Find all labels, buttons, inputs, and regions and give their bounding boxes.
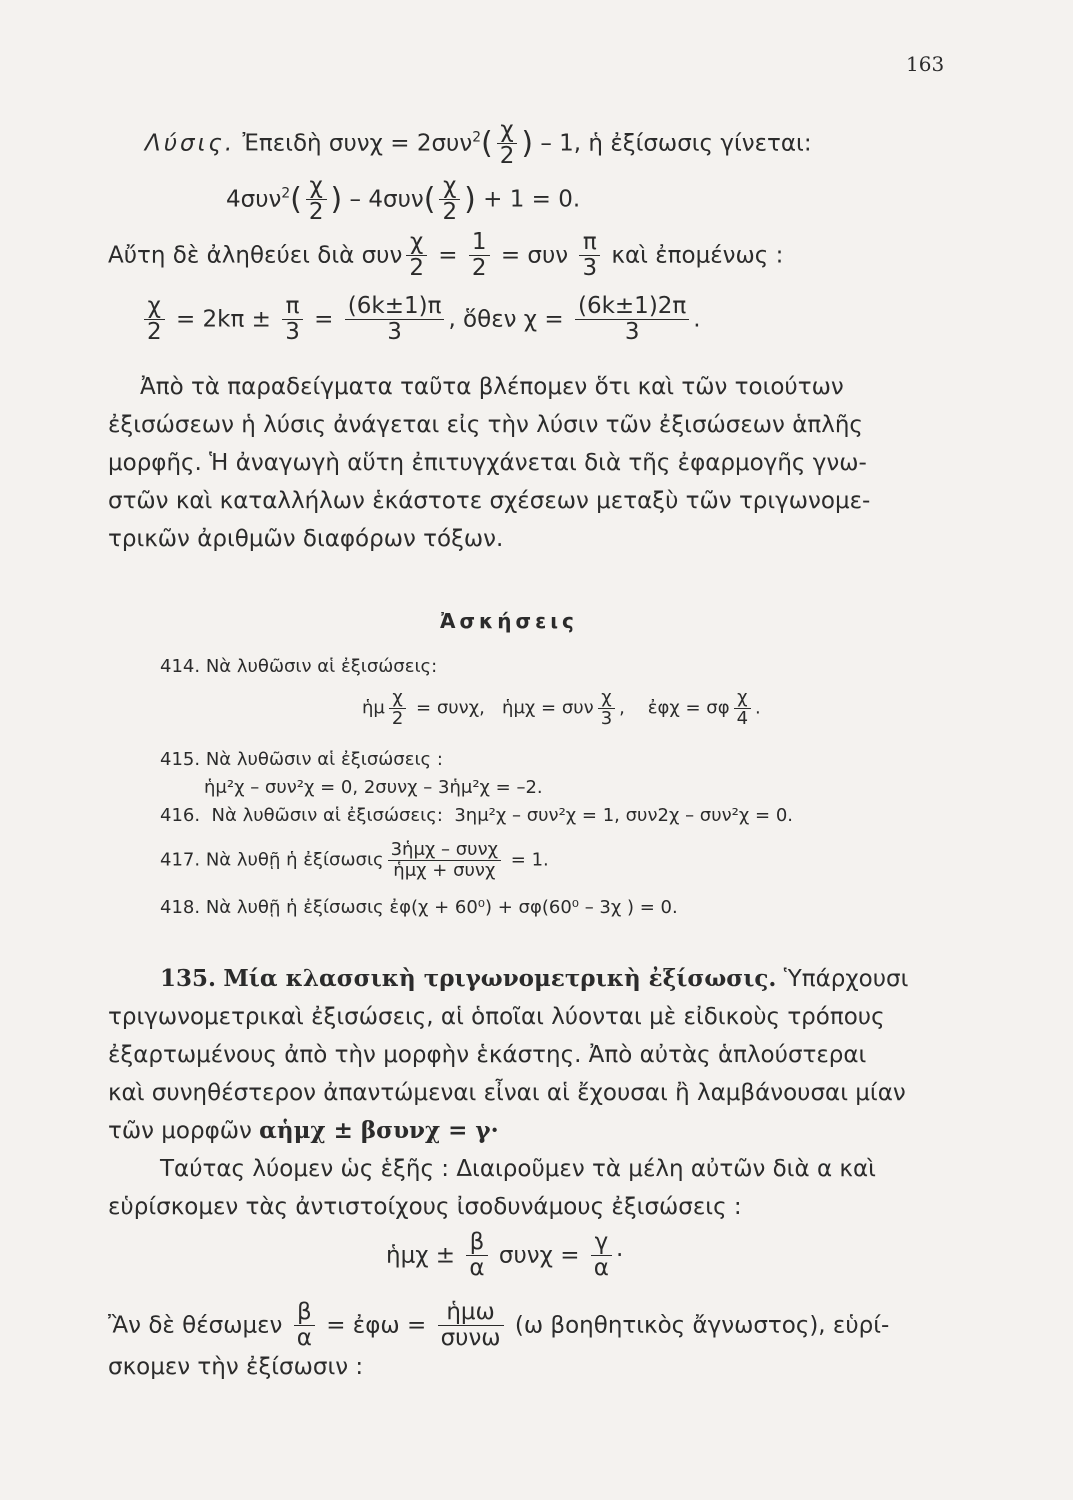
fraction: $\frac{\chi}{4}$ [734,688,751,729]
fraction: $\frac{\gamma}{\alpha}$ [591,1230,612,1282]
paragraph-line: Ἀπὸ τὰ παραδείγματα ταῦτα βλέπομεν ὅτι καὶ τῶν τοιούτων [140,374,844,400]
section-number: 135. [160,965,217,992]
solution-line-3: Αὔτη δὲ ἀληθεύει διὰ συν $\frac{\chi}{2}$ = $\frac{1}{2}$ = συν $\frac{\pi}{3}$ καὶ ἐπομένως : [108,229,784,282]
fraction: $\frac{\chi}{2}$ [144,294,165,346]
solution-line-4: $\frac{\chi}{2}$ = 2kπ ± $\frac{\pi}{3}$ = $\frac{(6k\pm 1)\pi}{3}$ , ὅθεν χ = $\frac{(6k\pm 1)2\pi}{3}$ . [140,294,701,346]
paragraph-line: στῶν καὶ καταλλήλων ἑκάστοτε σχέσεων μεταξὺ τῶν τριγωνομε- [108,488,871,514]
section-title: Μία κλασσικὴ τριγωνομετρικὴ ἐξίσωσις. [223,965,777,992]
exercises-heading: Ἀσκήσεις [440,609,578,633]
fraction: $\frac{\beta}{\alpha}$ [466,1230,487,1282]
paragraph-line: τριγωνομετρικαὶ ἐξισώσεις, αἱ ὁποῖαι λύονται μὲ εἰδικοὺς τρόπους [108,1004,885,1030]
fraction: $\frac{\text{3ἡμχ – συνχ}}{\text{ἡμχ + συνχ}}$ [388,840,501,881]
fraction: $\frac{\chi}{2}$ [406,230,427,282]
fraction: $\frac{\chi}{3}$ [598,688,615,729]
fraction: $\frac{\chi}{2}$ [439,174,460,226]
paragraph-line: μορφῆς. Ἡ ἀναγωγὴ αὕτη ἐπιτυγχάνεται διὰ τῆς ἐφαρμογῆς γνω- [108,450,867,476]
page-number: 163 [906,52,945,76]
exercise-418: 418. Νὰ λυθῇ ἡ ἐξίσωσις ἐφ(χ + 60⁰) + σφ(60⁰ – 3χ ) = 0. [160,897,678,918]
paragraph-line: ἐξαρτωμένους ἀπὸ τὴν μορφὴν ἑκάστης. Ἀπὸ αὐτὰς ἁπλούστεραι [108,1042,867,1068]
paragraph-line: Ταύτας λύομεν ὡς ἑξῆς : Διαιροῦμεν τὰ μέλη αὐτῶν διὰ α καὶ [160,1156,876,1182]
paragraph-line: σκομεν τὴν ἐξίσωσιν : [108,1354,364,1380]
formula: αἡμχ ± βσυνχ = γ· [259,1117,499,1144]
fraction: $\frac{(6k\pm 1)2\pi}{3}$ [575,294,689,346]
exercise-414: 414. Νὰ λυθῶσιν αἱ ἐξισώσεις: [160,656,438,677]
paragraph-line: ἐξισώσεων ἡ λύσις ἀνάγεται εἰς τὴν λύσιν τῶν ἐξισώσεων ἁπλῆς [108,412,863,438]
paragraph-line: καὶ συνηθέστερον ἀπαντώμεναι εἶναι αἱ ἔχουσαι ἢ λαμβάνουσαι μίαν [108,1080,906,1106]
solution-line-2: 4συν$^2$( $\frac{\chi}{2}$ ) – 4συν( $\frac{\chi}{2}$ ) + 1 = 0. [226,173,581,226]
paragraph-line: τρικῶν ἀριθμῶν διαφόρων τόξων. [108,526,504,552]
fraction: $\frac{1}{2}$ [469,230,490,282]
paragraph-line: Ἂν δὲ θέσωμεν $\frac{\beta}{\alpha}$ = ἐφω = $\frac{\text{ἡμω}}{\text{συνω}}$ (ω βοηθητικὸς ἄγνωστος), εὑρί- [108,1299,890,1352]
section-135-heading: 135. Μία κλασσικὴ τριγωνομετρικὴ ἐξίσωσις. Ὑπάρχουσι [160,965,909,992]
solution-label: Λύσις. [145,130,236,157]
paragraph-line: εὑρίσκομεν τὰς ἀντιστοίχους ἰσοδυνάμους ἐξισώσεις : [108,1194,742,1220]
fraction: $\frac{\beta}{\alpha}$ [294,1300,315,1352]
equation-135-1: ἡμχ ± $\frac{\beta}{\alpha}$ συνχ = $\frac{\gamma}{\alpha}$ · [386,1229,624,1282]
fraction: $\frac{\chi}{2}$ [389,688,406,729]
fraction: $\frac{\chi}{2}$ [306,174,327,226]
fraction: $\frac{(6k\pm 1)\pi}{3}$ [345,294,445,346]
paragraph-line: τῶν μορφῶν αἡμχ ± βσυνχ = γ· [108,1117,499,1144]
exercise-414-equations: ἡμ $\frac{\chi}{2}$ = συνχ, ἡμχ = συν $\frac{\chi}{3}$ , ἐφχ = σφ $\frac{\chi}{4}$ . [362,687,761,729]
exercise-416: 416. Νὰ λυθῶσιν αἱ ἐξισώσεις: 3ημ²χ – συν²χ = 1, συν2χ – συν²χ = 0. [160,805,793,826]
solution-line-1: Λύσις. Ἐπειδὴ συνχ = 2συν$^2$( $\frac{\chi}{2}$ ) – 1, ἡ ἐξίσωσις γίνεται: [145,117,812,170]
exercise-415-equations: ἡμ²χ – συν²χ = 0, 2συνχ – 3ἡμ²χ = –2. [204,777,543,798]
exercise-417: 417. Νὰ λυθῇ ἡ ἐξίσωσις $\frac{\text{3ἡμχ – συνχ}}{\text{ἡμχ + συνχ}}$ = 1. [160,839,549,881]
fraction: $\frac{\pi}{3}$ [579,230,600,282]
fraction: $\frac{\chi}{2}$ [497,118,518,170]
fraction: $\frac{\text{ἡμω}}{\text{συνω}}$ [438,1300,504,1352]
exercise-415: 415. Νὰ λυθῶσιν αἱ ἐξισώσεις : [160,749,443,770]
fraction: $\frac{\pi}{3}$ [282,294,303,346]
